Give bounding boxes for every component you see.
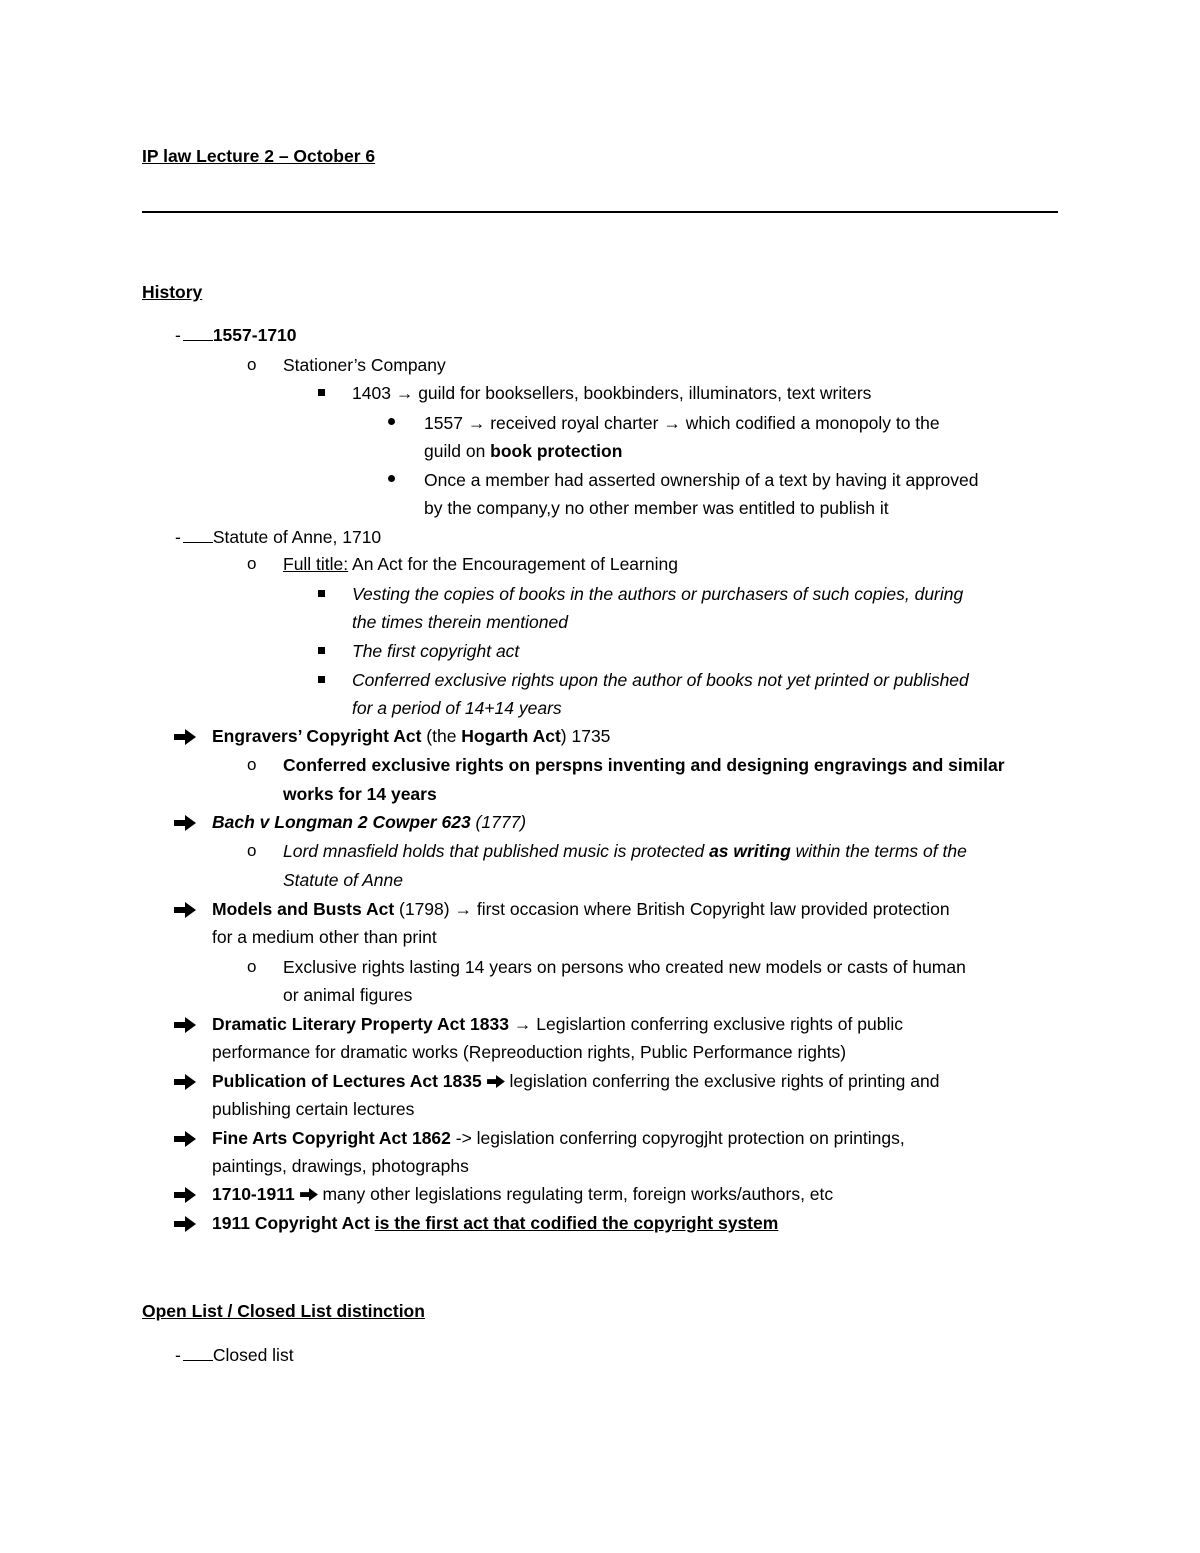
round-bullet: [388, 418, 395, 425]
dash-gap: [183, 1346, 213, 1361]
engravers-item: [212, 725, 610, 747]
item-1557-charter: [424, 412, 940, 434]
years-1710-item: [212, 1183, 833, 1205]
engravers-sub-2: works for 14 years: [283, 784, 437, 804]
lord-text-a: Lord mnasfield holds that published music is protected: [283, 841, 710, 861]
arrow-right-icon: →: [663, 413, 681, 433]
member-line-1: Once a member had asserted ownership of a text by having it approved: [424, 470, 979, 490]
years-range: 1710-1911: [212, 1184, 295, 1204]
arrow-bullet-icon: [174, 1017, 196, 1033]
bach-item: [212, 811, 526, 833]
arrow-right-icon: →: [395, 383, 414, 403]
dash-glyph: -: [175, 325, 181, 345]
dash-item-closed: [175, 1344, 294, 1366]
arrow-bold-icon: [487, 1075, 505, 1088]
text-1557: 1557: [424, 413, 463, 433]
years-desc: many other legislations regulating term, foreign works/authors, etc: [322, 1184, 834, 1204]
dash-gap: [183, 326, 213, 341]
text-1403-desc: guild for booksellers, bookbinders, illuminators, text writers: [418, 383, 872, 403]
text-monopoly: which codified a monopoly to the: [685, 413, 940, 433]
conferred-line-2: for a period of 14+14 years: [352, 698, 562, 718]
square-bullet: [318, 590, 325, 597]
text-charter: received royal charter: [490, 413, 659, 433]
full-title-item: [283, 553, 678, 575]
models-desc: first occasion where British Copyright law provided protection: [476, 899, 950, 919]
lord-line-1: [283, 840, 967, 862]
o-bullet: o: [247, 554, 257, 573]
bach-year: (1777): [470, 812, 527, 832]
models-year: (1798): [394, 899, 450, 919]
dash-glyph: -: [175, 527, 181, 547]
arrow-bullet-icon: [174, 1216, 196, 1232]
full-title-text: An Act for the Encouragement of Learning: [348, 554, 678, 574]
dramatic-line-2: performance for dramatic works (Repreoduction rights, Public Performance rights): [212, 1042, 847, 1062]
o-bullet: o: [247, 841, 257, 860]
o-bullet: o: [247, 355, 257, 374]
square-bullet: [318, 647, 325, 654]
arrow-bullet-icon: [174, 1187, 196, 1203]
lectures-item: [212, 1070, 939, 1092]
lord-as-writing: as writing: [709, 841, 791, 861]
fine-arts-line-2: paintings, drawings, photographs: [212, 1156, 469, 1176]
member-line-2: by the company,y no other member was entitled to publish it: [424, 498, 889, 518]
dramatic-desc: Legislartion conferring exclusive rights of public: [536, 1014, 903, 1034]
engravers-text: (the: [421, 726, 462, 746]
first-act-item: The first copyright act: [352, 641, 520, 661]
models-line-2: for a medium other than print: [212, 927, 437, 947]
engravers-name: Engravers’ Copyright Act: [212, 726, 422, 746]
round-bullet: [388, 475, 395, 482]
arrow-bullet-icon: [174, 729, 196, 745]
arrow-bullet-icon: [174, 1131, 196, 1147]
dash-item-anne: [175, 526, 381, 548]
dash-label: 1557-1710: [212, 325, 297, 345]
arrow-bullet-icon: [174, 815, 196, 831]
lectures-desc: legislation conferring the exclusive rights of printing and: [509, 1071, 940, 1091]
history-heading: History: [142, 282, 203, 302]
open-list-heading: Open List / Closed List distinction: [142, 1301, 425, 1321]
dash-item-1557: [175, 324, 297, 346]
arrow-right-icon: →: [513, 1014, 532, 1034]
act-1911-desc: is the first act that codified the copyright system: [374, 1213, 779, 1233]
lord-text-c: within the terms of the: [790, 841, 967, 861]
item-1557-charter-cont: [424, 440, 622, 462]
stationers-item: Stationer’s Company: [283, 355, 446, 375]
lectures-name: Publication of Lectures Act 1835: [212, 1071, 482, 1091]
o-bullet: o: [247, 957, 257, 976]
square-bullet: [318, 389, 325, 396]
page-title: IP law Lecture 2 – October 6: [142, 146, 376, 166]
dash-label: Statute of Anne, 1710: [212, 527, 382, 547]
models-sub-1: Exclusive rights lasting 14 years on persons who created new models or casts of human: [283, 957, 966, 977]
dash-label: Closed list: [212, 1345, 294, 1365]
text-guild: guild on: [424, 441, 491, 461]
bach-case: Bach v Longman 2 Cowper 623: [212, 812, 471, 832]
lectures-line-2: publishing certain lectures: [212, 1099, 415, 1119]
hogarth-name: Hogarth Act: [461, 726, 561, 746]
text-1403: 1403: [352, 383, 391, 403]
models-item: [212, 898, 950, 920]
text-book-protection: book protection: [490, 441, 623, 461]
vesting-line-1: Vesting the copies of books in the authors or purchasers of such copies, during: [352, 584, 964, 604]
o-bullet: o: [247, 755, 257, 774]
arrow-bold-icon: [300, 1188, 318, 1201]
models-sub-2: or animal figures: [283, 985, 413, 1005]
act-1911-name: 1911 Copyright Act: [212, 1213, 370, 1233]
fine-arts-name: Fine Arts Copyright Act 1862: [212, 1128, 451, 1148]
engravers-sub-1: Conferred exclusive rights on perspns inventing and designing engravings and similar: [283, 755, 1005, 775]
fine-arts-desc: -> legislation conferring copyrogjht protection on printings,: [450, 1128, 905, 1148]
title-rule: [142, 211, 1058, 213]
arrow-bullet-icon: [174, 902, 196, 918]
arrow-bullet-icon: [174, 1074, 196, 1090]
square-bullet: [318, 676, 325, 683]
engravers-year: ) 1735: [560, 726, 611, 746]
vesting-line-2: the times therein mentioned: [352, 612, 568, 632]
fine-arts-item: [212, 1127, 905, 1149]
arrow-right-icon: →: [467, 413, 486, 433]
conferred-line-1: Conferred exclusive rights upon the author of books not yet printed or published: [352, 670, 969, 690]
dramatic-name: Dramatic Literary Property Act 1833: [212, 1014, 509, 1034]
dramatic-item: [212, 1013, 903, 1035]
act-1911-item: [212, 1212, 778, 1234]
dash-gap: [183, 528, 213, 543]
full-title-label: Full title:: [283, 554, 349, 574]
arrow-right-icon: →: [454, 899, 472, 919]
lord-line-2: Statute of Anne: [283, 870, 403, 890]
item-1403: [352, 382, 871, 404]
dash-glyph: -: [175, 1345, 181, 1365]
models-name: Models and Busts Act: [212, 899, 395, 919]
